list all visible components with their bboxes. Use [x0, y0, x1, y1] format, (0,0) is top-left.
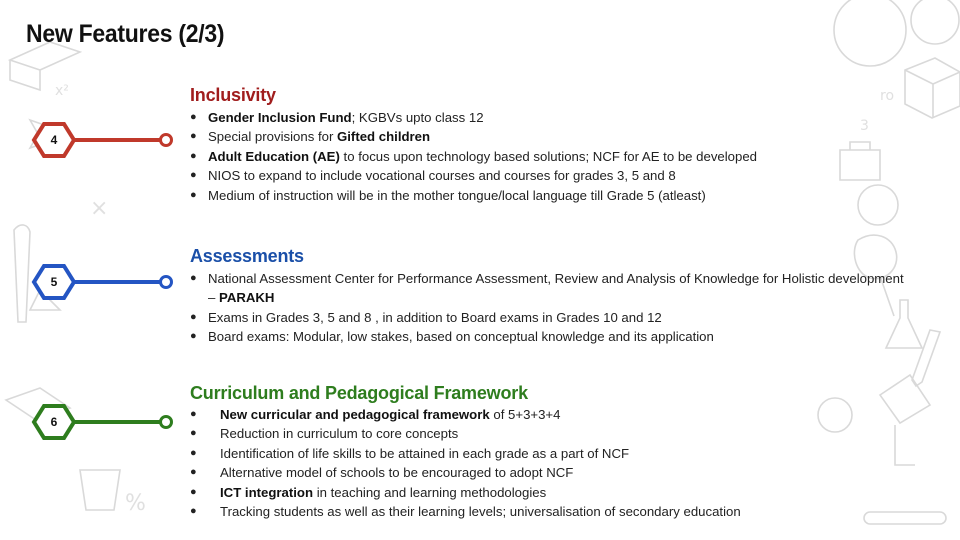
bullet-icon: ●	[190, 446, 197, 459]
svg-text:ro: ro	[880, 88, 895, 104]
section-heading-curriculum: Curriculum and Pedagogical Framework	[190, 383, 528, 403]
bullet-icon: ●	[190, 111, 197, 123]
list-item: ● Medium of instruction will be in the mother tongue/local language till Grade 5 (atleast)	[190, 186, 910, 205]
svg-text:%: %	[125, 491, 146, 516]
section-number-6: 6	[50, 415, 58, 429]
svg-text:3: 3	[860, 118, 869, 134]
list-item: ● Identification of life skills to be attained in each grade as a part of NCF	[190, 444, 910, 463]
bullet-icon: ●	[190, 466, 197, 479]
bullet-icon: ●	[190, 408, 197, 420]
bullet-icon: ●	[190, 130, 197, 143]
svg-text:x²: x²	[55, 83, 69, 99]
bullet-icon: ●	[190, 169, 197, 182]
bullet-icon: ●	[190, 188, 197, 201]
section-heading-inclusivity: Inclusivity	[190, 85, 276, 105]
bullet-icon: ●	[190, 485, 197, 498]
bullet-icon: ●	[190, 310, 197, 323]
section-number-4: 4	[50, 133, 58, 147]
list-item: ● Board exams: Modular, low stakes, based on conceptual knowledge and its application	[190, 327, 910, 346]
list-item: ● Adult Education (AE) to focus upon technology based solutions; NCF for AE to be developed	[190, 147, 910, 166]
list-item: ● Reduction in curriculum to core concepts	[190, 424, 910, 443]
list-item: ● Gender Inclusion Fund; KGBVs upto class 12	[190, 108, 910, 127]
section-number-5: 5	[50, 275, 58, 289]
list-item: ● ICT integration in teaching and learning methodologies	[190, 483, 910, 502]
list-item: ● Tracking students as well as their learning levels; universalisation of secondary education	[190, 502, 910, 521]
page-title: New Features (2/3)	[26, 20, 225, 48]
bullet-icon: ●	[190, 427, 197, 440]
section-heading-assessments: Assessments	[190, 246, 304, 266]
bullet-icon: ●	[190, 149, 197, 162]
bullet-icon: ●	[190, 505, 197, 518]
list-item: ● Special provisions for Gifted children	[190, 127, 910, 146]
curriculum-bullet-list	[190, 405, 910, 521]
list-item: ● Exams in Grades 3, 5 and 8 , in addition to Board exams in Grades 10 and 12	[190, 308, 910, 327]
list-item: ● National Assessment Center for Performance Assessment, Review and Analysis of Knowledge for Holistic development – PARAKH	[190, 271, 904, 306]
bullet-icon: ●	[190, 330, 197, 343]
list-item: ● Alternative model of schools to be encouraged to adopt NCF	[190, 463, 910, 482]
svg-text:×: ×	[90, 196, 109, 221]
bullet-icon: ●	[190, 272, 197, 284]
list-item: ● New curricular and pedagogical framework of 5+3+3+4	[190, 405, 910, 424]
connector-end-dot	[161, 417, 172, 428]
cup-doodle	[80, 470, 120, 510]
list-item: ● NIOS to expand to include vocational courses and courses for grades 3, 5 and 8	[190, 166, 910, 185]
